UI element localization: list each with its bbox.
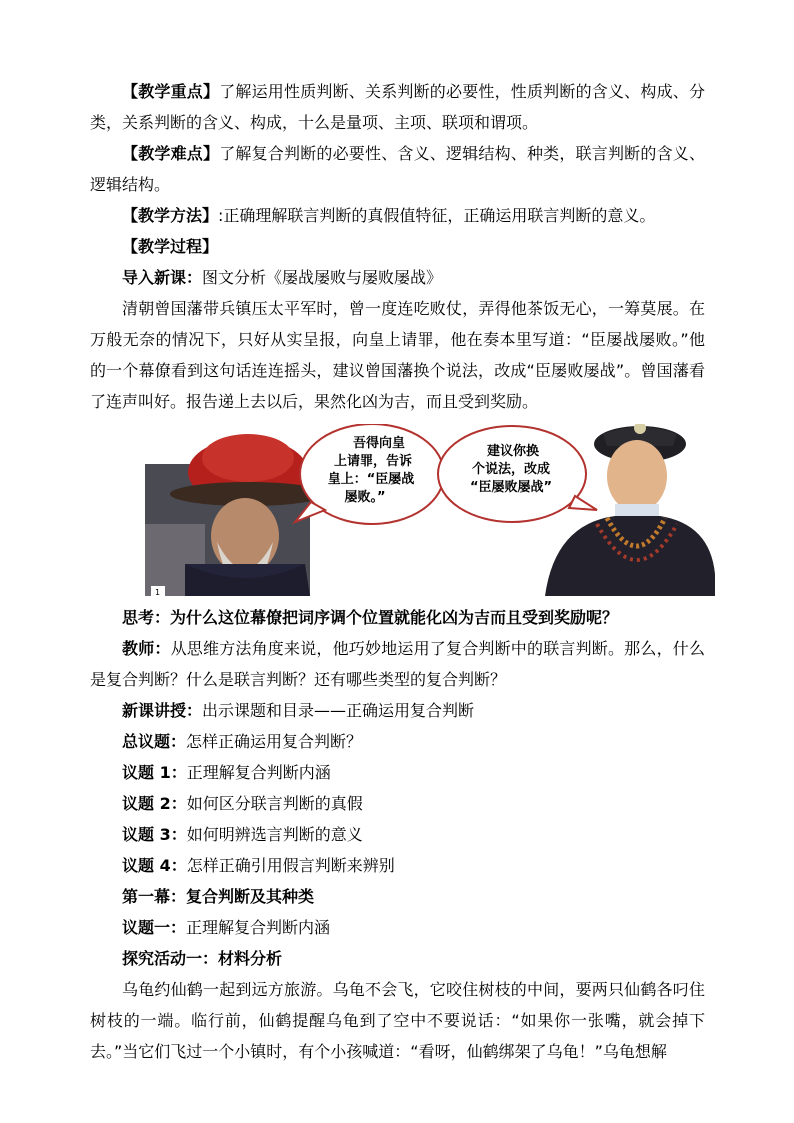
new-lesson-line [122,695,474,726]
teaching-focus-paragraph [90,76,705,138]
topic-1-label: 议题 1： [122,763,187,782]
story-text: 清朝曾国藩带兵镇压太平军时，曾一度连吃败仗，弄得他茶饭无心，一筹莫展。在万般无奈的情况下，只好从实呈报，向皇上请罪，他在奏本里写道：“臣屡战屡败。”他的一个幕僚看到这句话连连摇头，建议曾国藩换个说法，改成“臣屡败屡战”。曾国藩看了连声叫好。报告递上去以后，果然化凶为吉，而且受到奖励。 [90,299,705,411]
left-portrait-image [145,434,326,596]
right-bubble-line-2: 个说法，改成 [471,462,551,477]
activity-one-heading [122,943,282,974]
topic-2-text: 如何区分联言判断的真假 [186,794,363,813]
teaching-focus-text: 了解运用性质判断、关系判断的必要性，性质判断的含义、构成、分类，关系判断的含义、构成，十么是量项、主项、联项和谓项。 [90,82,705,132]
fable-text: 乌龟约仙鹤一起到远方旅游。乌龟不会飞，它咬住树枝的中间，要两只仙鹤各叼住树枝的一端。临行前，仙鹤提醒乌龟到了空中不要说话：“如果你一张嘴，就会掉下去。”当它们飞过一个小镇时，有个小孩喊道：“看呀，仙鹤绑架了乌龟！”乌龟想解 [90,980,705,1061]
left-bubble-line-3: 皇上：“臣屡战 [327,472,415,487]
think-question-text: 思考：为什么这位幕僚把词序调个位置就能化凶为吉而且受到奖励呢？ [122,608,619,627]
topic-3-text: 如何明辨选言判断的意义 [186,825,363,844]
lesson-intro-text: 图文分析《屡战屡败与屡败屡战》 [202,268,443,287]
right-speech-bubble [438,426,597,522]
new-lesson-text: 出示课题和目录——正确运用复合判断 [202,701,475,720]
subtopic-one-line [122,912,330,943]
act-one-heading [122,881,314,912]
teaching-focus-label: 【教学重点】 [122,82,220,101]
figure-number: 1 [155,588,161,596]
act-one-label: 第一幕：复合判断及其种类 [122,887,315,906]
lesson-intro-label: 导入新课： [122,268,203,287]
main-topic-line [122,726,362,757]
topic-4-line [122,850,395,881]
topic-1-text: 正理解复合判断内涵 [186,763,331,782]
teaching-process-label: 【教学过程】 [122,237,219,256]
teaching-difficulty-text: 了解复合判断的必要性、含义、逻辑结构、种类，联言判断的含义、逻辑结构。 [90,144,705,194]
activity-one-label: 探究活动一：材料分析 [122,949,283,968]
teacher-text: 从思维方法角度来说，他巧妙地运用了复合判断中的联言判断。那么，什么是复合判断？什么是联言判断？还有哪些类型的复合判断？ [90,639,705,689]
left-bubble-line-2: 上请罪，告诉 [333,454,413,469]
left-bubble-line-1: 吾得向皇 [352,436,406,451]
left-speech-bubble [295,424,444,524]
teacher-label: 教师： [122,639,171,658]
topic-4-text: 怎样正确引用假言判断来辨别 [186,856,395,875]
teaching-method-text: :正确理解联言判断的真假值特征，正确运用联言判断的意义。 [218,206,656,225]
topic-4-label: 议题 4： [122,856,187,875]
teacher-paragraph [90,633,705,695]
subtopic-one-label: 议题一： [122,918,187,937]
topic-3-line [122,819,363,850]
think-question [122,602,618,633]
teaching-process-heading [122,231,218,262]
teaching-difficulty-label: 【教学难点】 [122,144,220,163]
new-lesson-label: 新课讲授： [122,701,203,720]
topic-2-label: 议题 2： [122,794,187,813]
topic-2-line [122,788,363,819]
right-bubble-line-1: 建议你换 [486,444,540,459]
topic-1-line [122,757,331,788]
main-topic-label: 总议题： [122,732,187,751]
subtopic-one-text: 正理解复合判断内涵 [186,918,331,937]
right-bubble-line-3: “臣屡败屡战” [469,480,553,495]
teaching-method-label: 【教学方法】 [122,206,219,225]
story-paragraph [90,293,705,417]
teaching-difficulty-paragraph [90,138,705,200]
left-bubble-line-4: 屡败。” [344,490,386,505]
illustration [145,424,715,596]
teaching-method-paragraph [90,200,705,231]
topic-3-label: 议题 3： [122,825,187,844]
main-topic-text: 怎样正确运用复合判断？ [186,732,363,751]
fable-paragraph [90,974,705,1067]
